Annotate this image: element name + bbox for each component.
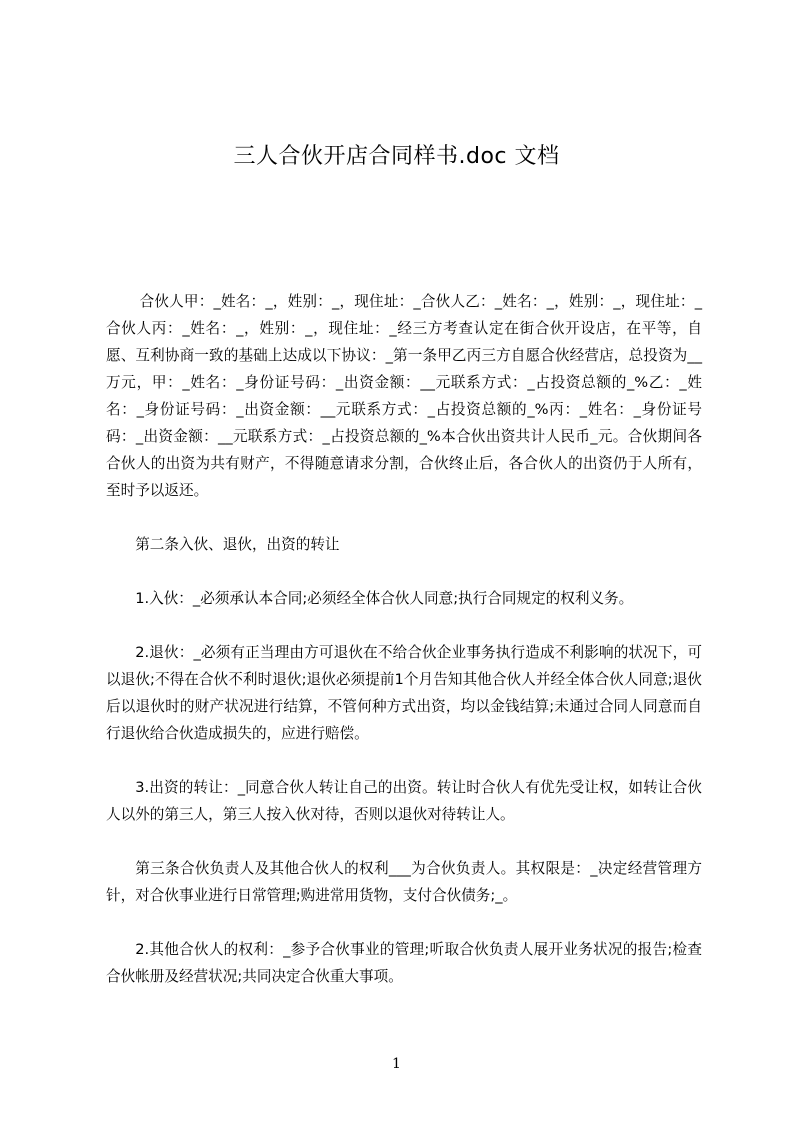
- paragraph-withdrawal: 2.退伙：_必须有正当理由方可退伙在不给合伙企业事务执行造成不利影响的状况下，可以退伙;不得在合伙不利时退伙;退伙必须提前1个月告知其他合伙人并经全体合伙人同意;退伙后以退伙时的财产状况进行结算，不管何种方式出资，均以金钱结算;未通过合同人同意而自行退伙给合伙造成损失的，应进行赔偿。: [106, 644, 702, 742]
- paragraph-article-3: 第三条合伙负责人及其他合伙人的权利___为合伙负责人。其权限是：_决定经营管理方针，对合伙事业进行日常管理;购进常用货物，支付合伙债务;_。: [106, 860, 702, 904]
- document-title: 三人合伙开店合同样书.doc 文档: [233, 144, 560, 169]
- paragraph-other-partners-rights: 2.其他合伙人的权利：_参予合伙事业的管理;听取合伙负责人展开业务状况的报告;检查合伙帐册及经营状况;共同决定合伙重大事项。: [106, 941, 702, 985]
- page-number: 1: [392, 1056, 401, 1072]
- paragraph-capital-transfer: 3.出资的转让：_同意合伙人转让自己的出资。转让时合伙人有优先受让权，如转让合伙人以外的第三人，第三人按入伙对待，否则以退伙对待转让人。: [106, 779, 702, 823]
- paragraph-joining: 1.入伙：_必须承认本合同;必须经全体合伙人同意;执行合同规定的权利义务。: [135, 590, 634, 607]
- paragraph-article-2-heading: 第二条入伙、退伙，出资的转让: [135, 536, 340, 553]
- paragraph-partners: 合伙人甲：_姓名：_，姓别：_，现住址：_合伙人乙：_姓名：_，姓别：_，现住址：_合伙人丙：_姓名：_，姓别：_，现住址：_经三方考查认定在街合伙开设店，在平等，自愿、互利协商一致的基础上达成以下协议：_第一条甲乙丙三方自愿合伙经营店，总投资为__万元，甲：_姓名：_身份证号码：_出资金额：__元联系方式：_占投资总额的_%乙：_姓名：_身份证号码：_出资金额：__元联系方式：_占投资总额的_%丙：_姓名：_身份证号码：_出资金额：__元联系方式：_占投资总额的_%本合伙出资共计人民币_元。合伙期间各合伙人的出资为共有财产，不得随意请求分割，合伙终止后，各合伙人的出资仍于人所有，至时予以返还。: [106, 293, 702, 499]
- document-body: [106, 288, 702, 990]
